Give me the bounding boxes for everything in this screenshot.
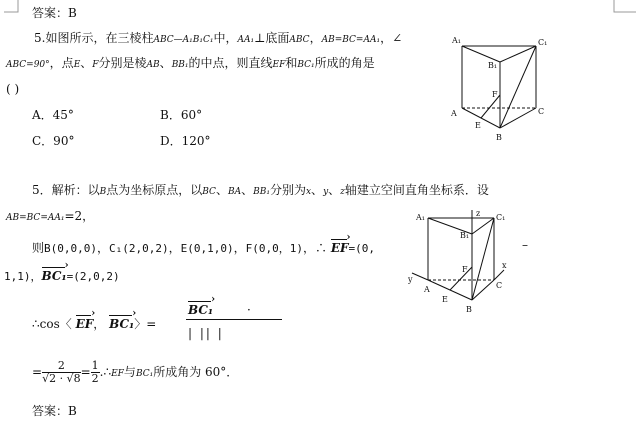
point-e: E [73,60,81,70]
question-text: ， [309,31,322,45]
fraction-bar [186,319,282,320]
equals: = [80,365,91,379]
option-b: B．60° [160,108,203,122]
prism-figure-2 [406,206,518,318]
solution-line-2 [6,209,94,225]
question-text: ，点 [49,56,74,70]
question-line-1 [34,31,402,47]
solution-text: 分别为 [269,183,306,197]
label-c1: C₁ [496,213,506,222]
solution-line-3 [32,238,375,256]
vector-ef: EF › [331,238,349,255]
equals: = [32,365,43,379]
line-bc1: BC₁ [135,369,154,379]
vector-bc1: BC₁ › [188,300,213,317]
vector-bc1: BC₁ › [42,266,67,283]
edge-bc [500,108,536,128]
edge-ab: AB [146,60,160,70]
solution-text: 、 [215,183,228,197]
cosine-numerator [188,300,251,317]
solution-text: ， [93,317,106,331]
point-b: B [99,187,107,197]
label-b1: B₁ [488,61,498,70]
label-z: z [476,209,481,218]
segment-ef [450,267,472,290]
fraction-2-over-sqrt [42,360,81,385]
line-ef: EF [272,60,286,70]
fraction-denominator: √2 · √8 [42,372,81,385]
fraction-numerator: 1 [91,359,99,372]
question-text: 的中点，则直线 [188,56,273,70]
axis-bb1: BB₁ [253,187,270,197]
label-b: B [466,305,472,314]
label-c: C [538,107,545,116]
question-text: 如图所示，在三棱柱 [45,31,154,45]
label-b: B [496,133,502,142]
axis-bc: BC [202,187,216,197]
question-text: 所成的角是 [314,56,375,70]
coord-b: B(0,0,0) [44,242,97,255]
solution-text: ， [233,241,246,255]
option-d: D．120° [160,134,211,148]
question-text: ⊥底面 [254,31,290,45]
dot-operator: · [247,303,251,317]
corner-mark-top-left [4,0,18,12]
fraction-numerator: 2 [42,360,81,373]
solution-text: 、 [311,183,324,197]
base-abc: ABC [289,35,310,45]
solution-text: 则 [32,241,45,255]
question-text: 、 [80,56,93,70]
solution-line-4 [4,266,120,284]
solution-text: 与 [123,365,136,379]
label-a1: A₁ [416,213,425,222]
axis-y-line [412,273,428,280]
edge-bc [472,280,494,300]
question-number: 5. [34,31,46,45]
vector-ef-value: =(0, [348,242,376,255]
segment-bc1 [472,218,494,300]
question-text: 分别是棱 [98,56,147,70]
bottom-answer: 答案：B [32,404,77,418]
vector-bc1: BC₁ › [109,314,134,331]
label-e: E [475,121,481,130]
edge-b1c1 [500,46,536,62]
solution-text: 、 [328,183,341,197]
label-a: A [451,109,457,118]
top-answer: 答案：B [32,6,77,20]
solution-text: ， [97,241,110,255]
solution-text: 5．解析：以 [32,183,100,197]
corner-mark-top-right [614,0,636,12]
edge-a1b1 [462,46,500,62]
solution-text: .∴ [99,365,112,379]
result-line [32,360,238,385]
cosine-denominator: | || | [188,326,224,340]
vector-bc1-value: =(2,0,2) [66,270,120,283]
solution-text: 轴建立空间直角坐标系．设 [344,183,489,197]
solution-text: 所成角为 60°． [153,365,239,379]
option-c: C．90° [32,134,75,148]
question-line-2 [6,56,375,72]
coord-e: E(0,1,0) [180,242,234,255]
label-y: y [408,275,413,284]
label-f: F [462,265,468,274]
axis-x-line [494,270,504,280]
prism-figure-1 [448,34,552,146]
question-text: 和 [285,56,298,70]
label-c1: C₁ [538,38,548,47]
axis-z: z [340,187,345,197]
solution-text: 〉= [134,317,157,331]
prism-name: ABC—A₁B₁C₁ [153,35,214,45]
label-x: x [502,261,507,270]
solution-text: 点为坐标原点，以 [106,183,203,197]
question-text: 中， [213,31,238,45]
coord-c1: C₁(2,0,2) [109,242,169,255]
line-ef: EF [111,369,124,379]
edge-bb1: BB₁ [171,60,189,70]
axis-x: x [305,187,312,197]
solution-text: ， [168,241,181,255]
label-c: C [496,281,503,290]
solution-line-1 [32,183,489,199]
fraction-denominator: 2 [91,372,99,385]
solution-text: 、 [241,183,254,197]
vector-ef-value: 1,1)， [4,270,42,283]
label-a1: A₁ [452,36,461,45]
edge-length: =2， [64,209,95,223]
question-text: 、 [159,56,172,70]
label-f: F [492,90,498,99]
label-a: A [424,285,430,294]
fraction-one-half [91,360,100,385]
segment-bc1 [500,46,536,128]
vector-ef: EF › [76,314,94,331]
axis-ba: BA [227,187,242,197]
minus-sign: – [522,238,528,252]
coord-f: F(0,0，1) [245,242,303,255]
answer-parentheses: ( ) [6,82,20,96]
label-e: E [442,295,448,304]
line-bc1: BC₁ [297,60,315,70]
axis-y: y [323,187,329,197]
edge-aa1: AA₁ [237,35,255,45]
option-a: A．45° [32,108,74,122]
label-b1: B₁ [460,231,470,240]
equal-edges: AB=BC=AA₁ [321,35,381,45]
equal-edges: AB=BC=AA₁ [6,213,65,223]
point-f: F [92,60,99,70]
right-angle: ABC=90° [6,60,50,70]
question-text: ，∠ [380,31,403,45]
cosine-line [32,314,156,331]
cos-prefix: ∴cos〈 [32,317,72,331]
solution-text: ，∴ [303,241,328,255]
